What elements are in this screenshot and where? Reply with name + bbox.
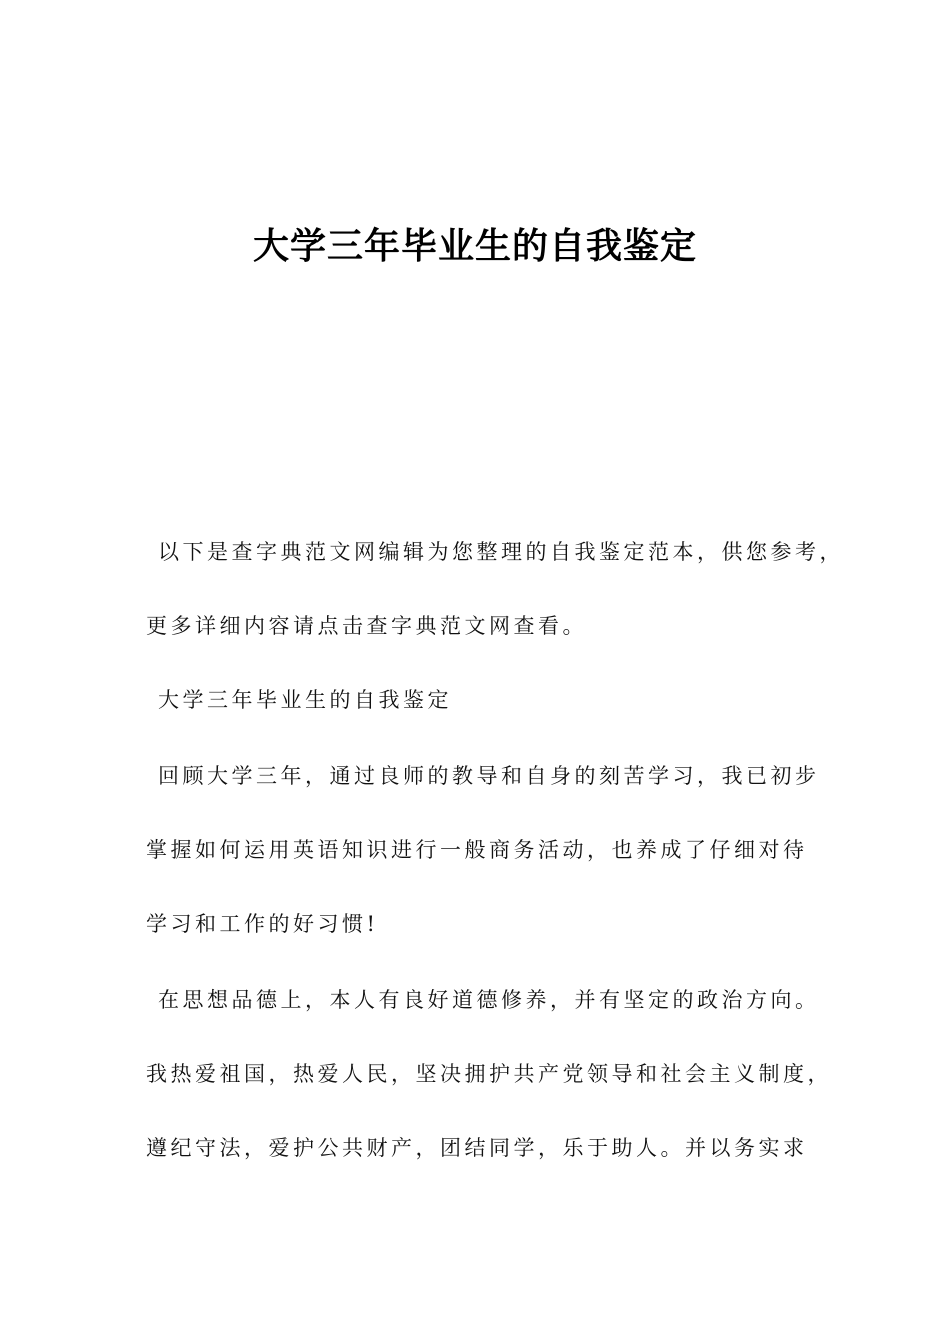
paragraph-line: 学习和工作的好习惯! bbox=[146, 912, 379, 936]
paragraph-line: 遵纪守法，爱护公共财产，团结同学，乐于助人。并以务实求 bbox=[146, 1136, 808, 1160]
section-heading: 大学三年毕业生的自我鉴定 bbox=[158, 688, 452, 712]
paragraph-line: 以下是查字典范文网编辑为您整理的自我鉴定范本，供您参考， bbox=[158, 540, 844, 564]
paragraph-line: 更多详细内容请点击查字典范文网查看。 bbox=[146, 614, 587, 638]
paragraph-line: 在思想品德上，本人有良好道德修养，并有坚定的政治方向。 bbox=[158, 988, 820, 1012]
document-title: 大学三年毕业生的自我鉴定 bbox=[252, 226, 697, 267]
paragraph-line: 掌握如何运用英语知识进行一般商务活动，也养成了仔细对待 bbox=[146, 838, 808, 862]
paragraph-line: 我热爱祖国，热爱人民，坚决拥护共产党领导和社会主义制度， bbox=[146, 1062, 832, 1086]
paragraph-line: 回顾大学三年，通过良师的教导和自身的刻苦学习，我已初步 bbox=[158, 764, 820, 788]
